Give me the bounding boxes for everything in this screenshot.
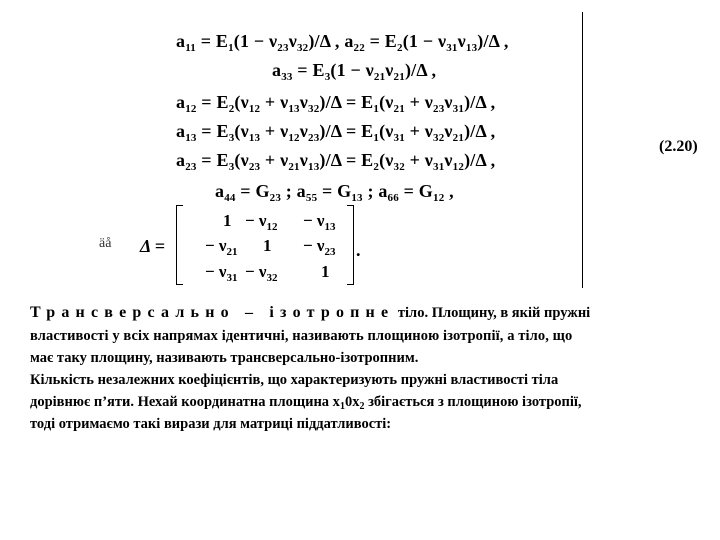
right-brace [582, 12, 583, 288]
equation-subscript: 1 [228, 42, 234, 54]
equation-a13 [176, 120, 495, 142]
equation-number: (2.20) [659, 138, 698, 155]
garbled-label: äå [99, 236, 112, 251]
equation-subscript: 12 [433, 192, 445, 204]
equation-subscript: 55 [305, 192, 318, 204]
equation-text: = G [398, 181, 434, 201]
equation-text: a [176, 31, 186, 51]
matrix-cell-main: − ν [205, 262, 227, 281]
equation-subscript: 13 [465, 42, 478, 54]
equation-a33 [272, 59, 436, 81]
equation-subscript: 13 [288, 103, 300, 115]
delta-matrix [176, 205, 354, 285]
matrix-cell [263, 236, 272, 256]
equation-text: (1 − ν [402, 31, 447, 51]
text-line-2: властивості у всіх напрямах ідентичні, називають площиною ізотропії, а тіло, що [30, 328, 573, 344]
matrix-cell-subscript: 31 [226, 272, 238, 284]
equation-subscript: 22 [353, 42, 365, 54]
equation-subscript: 32 [433, 132, 445, 144]
equation-text: )/Δ , [477, 31, 509, 51]
equation-subscript: 13 [351, 192, 363, 204]
equation-text: a [176, 150, 186, 170]
equation-text: = G [317, 181, 352, 201]
equation-text: ν [385, 60, 394, 80]
subscript-1: 1 [339, 401, 345, 412]
equation-subscript: 2 [228, 103, 235, 115]
equation-text: ν [444, 92, 453, 112]
text-line-6: тоді отримаємо такі вирази для матриці піддатливості: [30, 416, 392, 432]
equation-subscript: 11 [185, 42, 196, 54]
equation-subscript: 13 [248, 132, 261, 144]
equation-text: )/Δ = E [319, 92, 374, 112]
matrix-cell-main: − ν [245, 262, 267, 281]
equation-text: (ν [234, 92, 249, 112]
equation-subscript: 32 [393, 161, 405, 173]
equation-subscript: 23 [185, 161, 197, 173]
matrix-cell-main: 1 [263, 236, 272, 255]
equation-text: (ν [379, 121, 394, 141]
equation-subscript: 33 [281, 71, 293, 83]
equation-text: + ν [404, 121, 434, 141]
equation-text: (ν [379, 92, 394, 112]
equation-text: )/Δ = E [319, 150, 374, 170]
text-line-1-rest: тіло. Площину, в якій пружні [397, 305, 591, 321]
equation-subscript: 31 [433, 161, 445, 173]
text-line-5-c: збігається з площиною ізотропії, [364, 394, 582, 410]
equation-subscript: 1 [373, 132, 380, 144]
equation-subscript: 13 [185, 132, 197, 144]
equation-text: ν [288, 31, 297, 51]
equation-text: )/Δ , a [308, 31, 354, 51]
matrix-cell-main: 1 [223, 211, 232, 230]
equation-subscript: 12 [185, 103, 197, 115]
equation-subscript: 3 [228, 161, 235, 173]
matrix-cell [205, 262, 238, 282]
text-line-3: має таку площину, називають трансверсально-ізотропним. [30, 350, 419, 366]
equation-text: = E [292, 60, 325, 80]
equation-text: = E [196, 31, 229, 51]
equation-text: a [176, 92, 186, 112]
equation-subscript: 31 [446, 42, 458, 54]
matrix-cell-subscript: 13 [324, 221, 336, 233]
equation-subscript: 2 [373, 161, 380, 173]
equation-subscript: 12 [248, 103, 261, 115]
text-line-5 [30, 391, 711, 413]
matrix-cell-main: 1 [321, 262, 330, 281]
equation-text: ; a [281, 181, 306, 201]
equation-text: , [444, 181, 454, 201]
matrix-cell-main: − ν [303, 236, 325, 255]
equation-subscript: 23 [248, 161, 261, 173]
equation-subscript: 23 [433, 103, 445, 115]
equation-a44-a55-a66 [215, 180, 454, 202]
equation-text: ν [299, 150, 308, 170]
equation-subscript: 3 [324, 71, 331, 83]
matrix-cell [223, 211, 232, 231]
equation-text: + ν [260, 150, 289, 170]
equation-text: ; a [362, 181, 388, 201]
equation-subscript: 44 [224, 192, 236, 204]
equation-subscript: 31 [452, 103, 465, 115]
equation-subscript: 23 [269, 192, 282, 204]
equation-text: )/Δ , [464, 121, 496, 141]
matrix-period: . [356, 240, 361, 260]
equation-text: = G [235, 181, 270, 201]
equation-text: )/Δ , [404, 60, 437, 80]
equation-text: (ν [234, 121, 249, 141]
equation-text: = E [364, 31, 398, 51]
equation-a11-a22 [176, 30, 509, 52]
equation-subscript: 21 [288, 161, 300, 173]
equation-subscript: 13 [308, 161, 320, 173]
matrix-cell-subscript: 12 [266, 221, 278, 233]
equation-text: (1 − ν [233, 31, 278, 51]
equation-subscript: 12 [288, 132, 300, 144]
matrix-cell-subscript: 21 [226, 246, 238, 258]
equation-subscript: 32 [296, 42, 309, 54]
equation-subscript: 21 [393, 71, 405, 83]
delta-label: Δ = [140, 236, 166, 256]
equation-text: (1 − ν [330, 60, 374, 80]
matrix-cell [245, 262, 278, 282]
text-line-4: Кількість незалежних коефіцієнтів, що характеризують пружні властивості тіла [30, 372, 559, 388]
matrix-cell-main: − ν [303, 211, 325, 230]
equation-text: ν [299, 121, 308, 141]
equation-subscript: 66 [387, 192, 399, 204]
equation-subscript: 23 [277, 42, 289, 54]
equation-a23 [176, 149, 495, 171]
equation-text: = E [196, 121, 229, 141]
subscript-2: 2 [359, 401, 365, 412]
matrix-cell [303, 211, 336, 231]
equation-text: (ν [379, 150, 394, 170]
equation-subscript: 23 [308, 132, 320, 144]
text-line-5-b: 0x [344, 394, 360, 410]
equation-subscript: 1 [373, 103, 380, 115]
equation-subscript: 3 [228, 132, 235, 144]
equation-text: ν [444, 121, 453, 141]
matrix-cell [321, 262, 330, 282]
equation-text: + ν [404, 150, 434, 170]
equation-a12 [176, 91, 495, 113]
equation-text: = E [196, 150, 229, 170]
equation-text: + ν [404, 92, 434, 112]
spaced-term: Трансверсально – ізотропне [30, 304, 395, 321]
equation-text: )/Δ , [464, 92, 496, 112]
matrix-cell-subscript: 32 [266, 272, 278, 284]
equation-text: = E [196, 92, 229, 112]
matrix-cell [245, 211, 278, 231]
equation-text: ν [444, 150, 453, 170]
matrix-cell [205, 236, 238, 256]
matrix-cell [303, 236, 336, 256]
equation-subscript: 12 [452, 161, 465, 173]
equation-text: (ν [234, 150, 249, 170]
equation-text: ν [457, 31, 466, 51]
equation-text: )/Δ , [464, 150, 496, 170]
equation-text: + ν [260, 92, 289, 112]
equation-subscript: 32 [308, 103, 320, 115]
equation-text: ν [299, 92, 308, 112]
equation-subscript: 21 [373, 71, 386, 83]
equation-text: a [272, 60, 282, 80]
matrix-cell-subscript: 23 [324, 246, 336, 258]
equation-subscript: 2 [397, 42, 403, 54]
text-line-1 [30, 302, 711, 324]
equation-subscript: 31 [393, 132, 405, 144]
matrix-cell-main: − ν [205, 236, 227, 255]
equation-text: a [215, 181, 225, 201]
equation-subscript: 21 [393, 103, 405, 115]
equation-text: )/Δ = E [319, 121, 374, 141]
matrix-cell-main: − ν [245, 211, 267, 230]
equation-text: + ν [260, 121, 289, 141]
equation-text: a [176, 121, 186, 141]
equation-subscript: 21 [452, 132, 465, 144]
text-line-5-a: дорівнює п’яти. Нехай координатна площина x [30, 394, 340, 410]
